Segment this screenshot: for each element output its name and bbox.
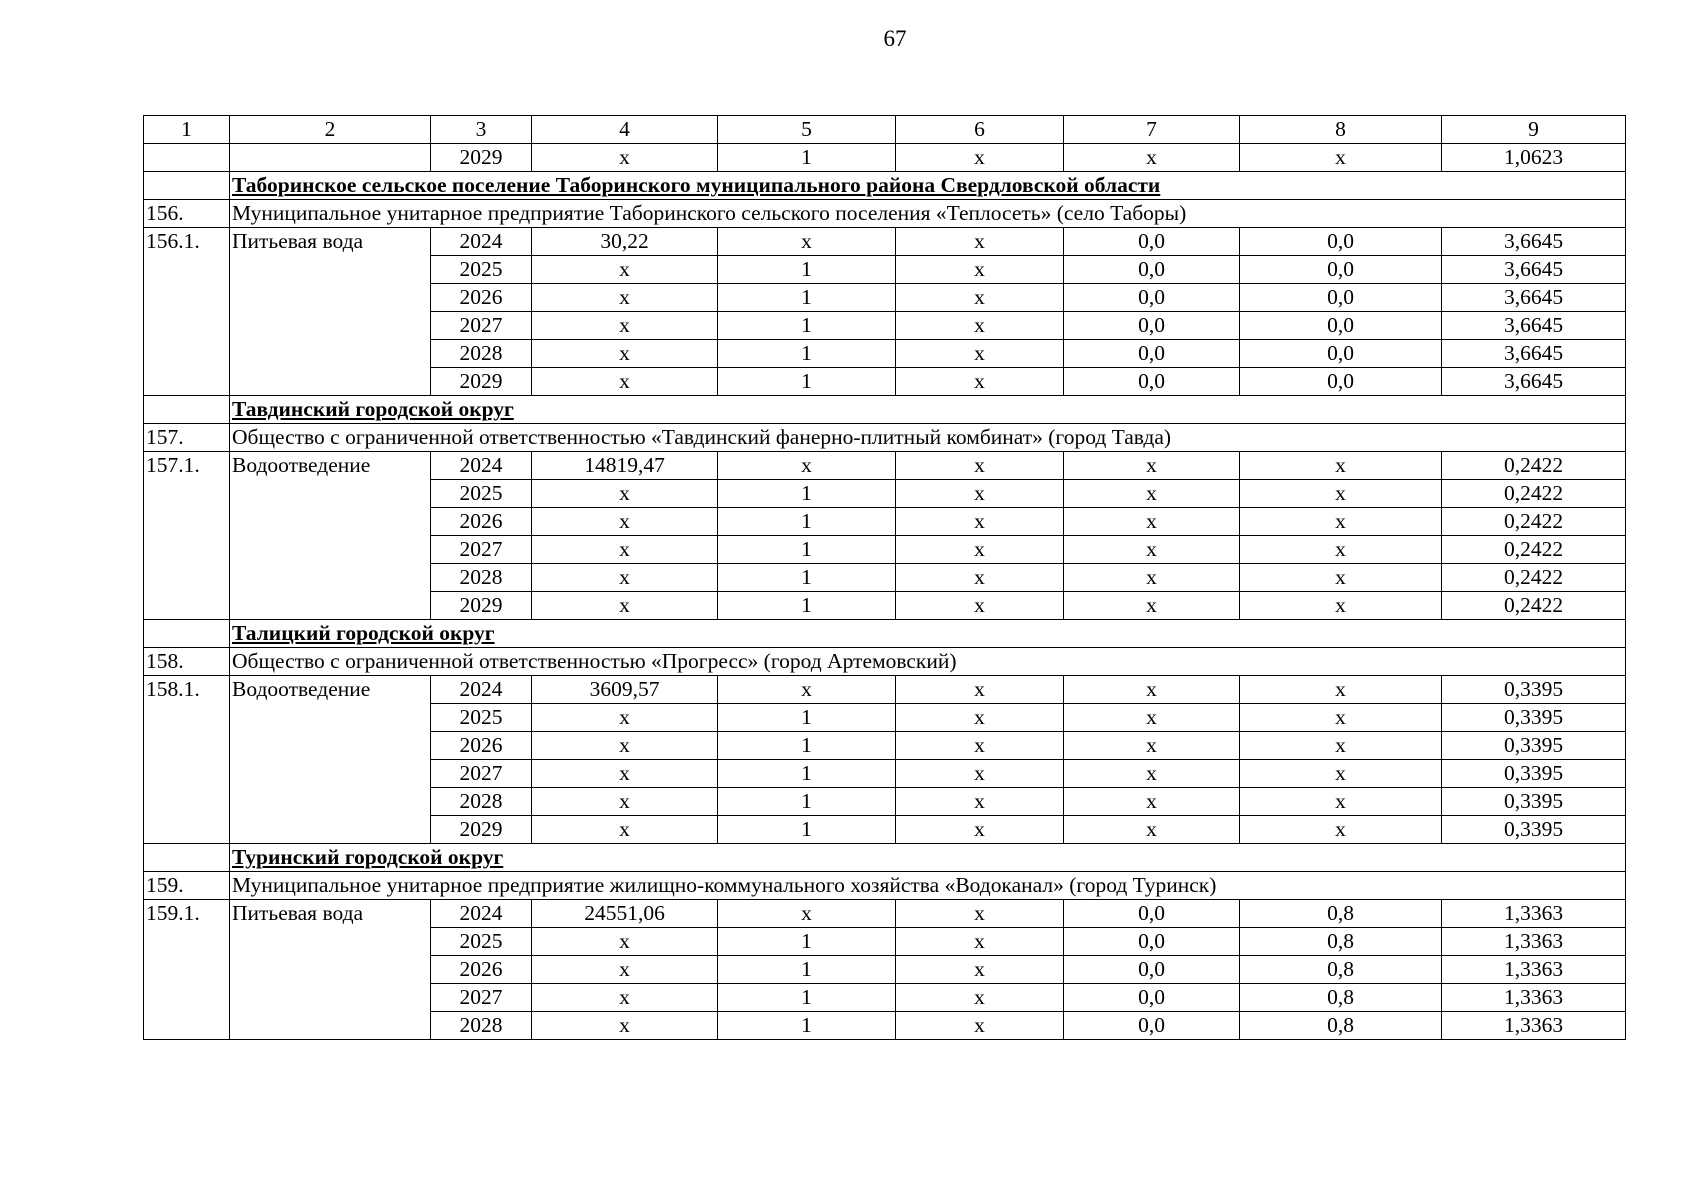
- value-cell: x: [896, 984, 1064, 1012]
- table-row: [144, 900, 1626, 928]
- table-row: [144, 676, 1626, 704]
- column-number-cell: 3: [431, 116, 532, 144]
- value-cell: x: [896, 564, 1064, 592]
- value-cell: 3,6645: [1442, 368, 1626, 396]
- value-cell: 0,2422: [1442, 592, 1626, 620]
- value-cell: x: [1240, 704, 1442, 732]
- value-cell: x: [1240, 732, 1442, 760]
- value-cell: x: [896, 480, 1064, 508]
- value-cell: 1: [718, 536, 896, 564]
- value-cell: x: [532, 312, 718, 340]
- value-cell: x: [896, 760, 1064, 788]
- empty-cell: [144, 396, 230, 424]
- value-cell: x: [532, 984, 718, 1012]
- item-name: Водоотведение: [230, 676, 431, 844]
- table-row: [144, 228, 1626, 256]
- value-cell: x: [1240, 480, 1442, 508]
- year-cell: 2025: [431, 928, 532, 956]
- value-cell: 0,0: [1064, 900, 1240, 928]
- value-cell: x: [1240, 564, 1442, 592]
- value-cell: x: [718, 452, 896, 480]
- value-cell: 0,3395: [1442, 676, 1626, 704]
- table-cell: 2029: [431, 144, 532, 172]
- value-cell: x: [1240, 508, 1442, 536]
- year-cell: 2024: [431, 900, 532, 928]
- value-cell: 3,6645: [1442, 312, 1626, 340]
- region-row: [144, 172, 1626, 200]
- value-cell: x: [1064, 732, 1240, 760]
- value-cell: 0,0: [1064, 928, 1240, 956]
- value-cell: x: [532, 536, 718, 564]
- value-cell: x: [896, 256, 1064, 284]
- empty-cell: [144, 844, 230, 872]
- region-heading: Туринский городской округ: [230, 844, 1626, 872]
- value-cell: x: [1064, 564, 1240, 592]
- value-cell: x: [896, 676, 1064, 704]
- value-cell: x: [532, 760, 718, 788]
- year-cell: 2026: [431, 732, 532, 760]
- region-heading: Таборинское сельское поселение Таборинского муниципального района Свердловской области: [230, 172, 1626, 200]
- value-cell: 1: [718, 928, 896, 956]
- column-number-cell: 5: [718, 116, 896, 144]
- value-cell: 3,6645: [1442, 256, 1626, 284]
- year-cell: 2028: [431, 340, 532, 368]
- value-cell: 0,0: [1064, 956, 1240, 984]
- organization-number: 158.: [144, 648, 230, 676]
- value-cell: x: [1064, 816, 1240, 844]
- value-cell: 0,8: [1240, 984, 1442, 1012]
- value-cell: 0,3395: [1442, 788, 1626, 816]
- value-cell: x: [896, 228, 1064, 256]
- value-cell: x: [896, 592, 1064, 620]
- column-number-cell: 8: [1240, 116, 1442, 144]
- value-cell: x: [1064, 676, 1240, 704]
- table-cell: x: [532, 144, 718, 172]
- value-cell: 1: [718, 312, 896, 340]
- value-cell: 30,22: [532, 228, 718, 256]
- year-cell: 2024: [431, 676, 532, 704]
- year-cell: 2025: [431, 480, 532, 508]
- value-cell: x: [1064, 452, 1240, 480]
- year-cell: 2024: [431, 452, 532, 480]
- value-cell: 3609,57: [532, 676, 718, 704]
- value-cell: x: [896, 312, 1064, 340]
- year-cell: 2028: [431, 1012, 532, 1040]
- value-cell: 1,3363: [1442, 956, 1626, 984]
- organization-number: 157.: [144, 424, 230, 452]
- year-cell: 2028: [431, 564, 532, 592]
- value-cell: x: [1240, 676, 1442, 704]
- value-cell: 0,0: [1064, 312, 1240, 340]
- table-cell: x: [1064, 144, 1240, 172]
- year-cell: 2025: [431, 256, 532, 284]
- value-cell: x: [896, 284, 1064, 312]
- value-cell: x: [1240, 536, 1442, 564]
- organization-number: 156.: [144, 200, 230, 228]
- value-cell: 1,3363: [1442, 928, 1626, 956]
- value-cell: 0,0: [1240, 284, 1442, 312]
- value-cell: x: [896, 732, 1064, 760]
- value-cell: 1: [718, 340, 896, 368]
- item-number: 159.1.: [144, 900, 230, 1040]
- value-cell: x: [532, 928, 718, 956]
- value-cell: x: [532, 480, 718, 508]
- organization-name: Муниципальное унитарное предприятие жилищно-коммунального хозяйства «Водоканал» (город Туринск): [230, 872, 1626, 900]
- value-cell: x: [532, 956, 718, 984]
- column-number-row: [144, 116, 1626, 144]
- value-cell: x: [532, 368, 718, 396]
- value-cell: 0,0: [1064, 368, 1240, 396]
- value-cell: 0,0: [1064, 228, 1240, 256]
- year-cell: 2029: [431, 816, 532, 844]
- value-cell: x: [532, 732, 718, 760]
- value-cell: 0,8: [1240, 928, 1442, 956]
- value-cell: 0,2422: [1442, 564, 1626, 592]
- value-cell: 1,3363: [1442, 984, 1626, 1012]
- organization-row: [144, 200, 1626, 228]
- empty-cell: [144, 620, 230, 648]
- organization-row: [144, 648, 1626, 676]
- value-cell: 0,0: [1064, 284, 1240, 312]
- region-row: [144, 844, 1626, 872]
- value-cell: 1: [718, 564, 896, 592]
- value-cell: 1: [718, 704, 896, 732]
- value-cell: x: [896, 1012, 1064, 1040]
- item-number: 158.1.: [144, 676, 230, 844]
- value-cell: 0,2422: [1442, 480, 1626, 508]
- table-cell: x: [896, 144, 1064, 172]
- value-cell: x: [1240, 788, 1442, 816]
- value-cell: x: [896, 956, 1064, 984]
- organization-number: 159.: [144, 872, 230, 900]
- value-cell: 0,0: [1064, 340, 1240, 368]
- region-heading: Тавдинский городской округ: [230, 396, 1626, 424]
- value-cell: 0,0: [1240, 368, 1442, 396]
- value-cell: x: [1064, 536, 1240, 564]
- value-cell: 1: [718, 816, 896, 844]
- table-cell: [144, 144, 230, 172]
- value-cell: 0,0: [1240, 228, 1442, 256]
- year-cell: 2027: [431, 760, 532, 788]
- item-name: Питьевая вода: [230, 228, 431, 396]
- value-cell: 0,2422: [1442, 508, 1626, 536]
- value-cell: x: [1240, 452, 1442, 480]
- value-cell: x: [896, 536, 1064, 564]
- value-cell: x: [1064, 704, 1240, 732]
- item-name: Водоотведение: [230, 452, 431, 620]
- column-number-cell: 4: [532, 116, 718, 144]
- value-cell: 0,2422: [1442, 452, 1626, 480]
- value-cell: 0,3395: [1442, 816, 1626, 844]
- value-cell: 0,0: [1240, 256, 1442, 284]
- value-cell: 1: [718, 256, 896, 284]
- value-cell: x: [896, 368, 1064, 396]
- value-cell: 1: [718, 760, 896, 788]
- page-number: 67: [883, 26, 907, 51]
- value-cell: 3,6645: [1442, 228, 1626, 256]
- year-cell: 2024: [431, 228, 532, 256]
- value-cell: 0,3395: [1442, 732, 1626, 760]
- value-cell: 0,3395: [1442, 760, 1626, 788]
- year-cell: 2029: [431, 368, 532, 396]
- value-cell: x: [1240, 592, 1442, 620]
- value-cell: 1,3363: [1442, 900, 1626, 928]
- item-number: 157.1.: [144, 452, 230, 620]
- value-cell: 1: [718, 592, 896, 620]
- year-cell: 2027: [431, 536, 532, 564]
- region-row: [144, 396, 1626, 424]
- value-cell: 24551,06: [532, 900, 718, 928]
- value-cell: 0,8: [1240, 956, 1442, 984]
- organization-row: [144, 872, 1626, 900]
- value-cell: 0,0: [1240, 312, 1442, 340]
- value-cell: x: [896, 704, 1064, 732]
- year-cell: 2029: [431, 592, 532, 620]
- year-cell: 2026: [431, 284, 532, 312]
- value-cell: x: [532, 340, 718, 368]
- value-cell: x: [1064, 508, 1240, 536]
- value-cell: 1: [718, 508, 896, 536]
- value-cell: x: [896, 900, 1064, 928]
- column-number-cell: 9: [1442, 116, 1626, 144]
- value-cell: 14819,47: [532, 452, 718, 480]
- year-cell: 2028: [431, 788, 532, 816]
- value-cell: x: [1064, 760, 1240, 788]
- value-cell: x: [532, 508, 718, 536]
- year-cell: 2026: [431, 956, 532, 984]
- value-cell: x: [532, 816, 718, 844]
- value-cell: 1: [718, 788, 896, 816]
- tariff-table: [143, 115, 1626, 1040]
- value-cell: x: [718, 228, 896, 256]
- value-cell: 0,0: [1064, 984, 1240, 1012]
- value-cell: x: [1064, 480, 1240, 508]
- value-cell: x: [1064, 788, 1240, 816]
- value-cell: x: [1240, 816, 1442, 844]
- value-cell: x: [718, 676, 896, 704]
- table-row: [144, 144, 1626, 172]
- year-cell: 2025: [431, 704, 532, 732]
- value-cell: x: [1064, 592, 1240, 620]
- organization-name: Общество с ограниченной ответственностью «Прогресс» (город Артемовский): [230, 648, 1626, 676]
- value-cell: 1: [718, 368, 896, 396]
- column-number-cell: 1: [144, 116, 230, 144]
- value-cell: x: [896, 452, 1064, 480]
- column-number-cell: 2: [230, 116, 431, 144]
- item-name: Питьевая вода: [230, 900, 431, 1040]
- value-cell: 1,3363: [1442, 1012, 1626, 1040]
- organization-row: [144, 424, 1626, 452]
- value-cell: 0,8: [1240, 900, 1442, 928]
- value-cell: x: [532, 1012, 718, 1040]
- value-cell: 1: [718, 732, 896, 760]
- item-number: 156.1.: [144, 228, 230, 396]
- value-cell: 3,6645: [1442, 340, 1626, 368]
- value-cell: x: [532, 788, 718, 816]
- value-cell: 0,8: [1240, 1012, 1442, 1040]
- value-cell: x: [718, 900, 896, 928]
- year-cell: 2027: [431, 984, 532, 1012]
- value-cell: x: [532, 284, 718, 312]
- value-cell: 0,0: [1064, 256, 1240, 284]
- organization-name: Муниципальное унитарное предприятие Таборинского сельского поселения «Теплосеть» (село Таборы): [230, 200, 1626, 228]
- value-cell: 1: [718, 956, 896, 984]
- table-cell: 1,0623: [1442, 144, 1626, 172]
- value-cell: x: [532, 592, 718, 620]
- value-cell: x: [896, 928, 1064, 956]
- column-number-cell: 7: [1064, 116, 1240, 144]
- organization-name: Общество с ограниченной ответственностью «Тавдинский фанерно-плитный комбинат» (город Тавда): [230, 424, 1626, 452]
- value-cell: x: [896, 788, 1064, 816]
- value-cell: x: [896, 816, 1064, 844]
- value-cell: x: [1240, 760, 1442, 788]
- value-cell: 1: [718, 284, 896, 312]
- value-cell: x: [532, 256, 718, 284]
- column-number-cell: 6: [896, 116, 1064, 144]
- value-cell: 1: [718, 480, 896, 508]
- value-cell: x: [532, 704, 718, 732]
- year-cell: 2027: [431, 312, 532, 340]
- table-row: [144, 452, 1626, 480]
- region-row: [144, 620, 1626, 648]
- table-cell: x: [1240, 144, 1442, 172]
- value-cell: 1: [718, 1012, 896, 1040]
- value-cell: 1: [718, 984, 896, 1012]
- table-cell: [230, 144, 431, 172]
- value-cell: 0,0: [1240, 340, 1442, 368]
- value-cell: x: [896, 508, 1064, 536]
- year-cell: 2026: [431, 508, 532, 536]
- region-heading: Талицкий городской округ: [230, 620, 1626, 648]
- value-cell: x: [532, 564, 718, 592]
- value-cell: 0,3395: [1442, 704, 1626, 732]
- value-cell: 0,2422: [1442, 536, 1626, 564]
- value-cell: x: [896, 340, 1064, 368]
- table-cell: 1: [718, 144, 896, 172]
- empty-cell: [144, 172, 230, 200]
- value-cell: 0,0: [1064, 1012, 1240, 1040]
- value-cell: 3,6645: [1442, 284, 1626, 312]
